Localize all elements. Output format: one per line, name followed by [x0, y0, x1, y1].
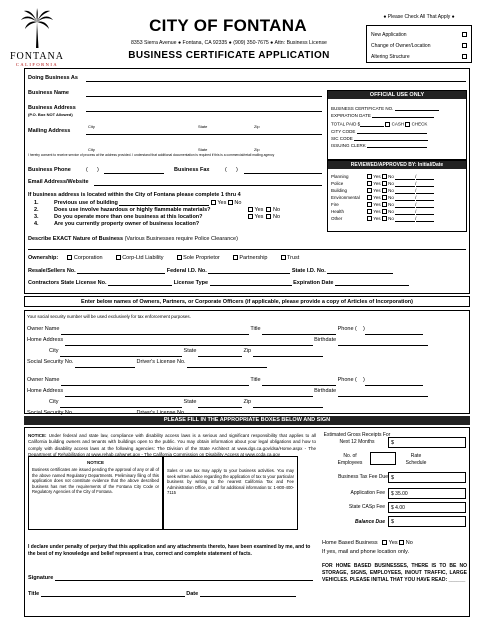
balance-due-label: Balance Due [354, 519, 385, 525]
cert-no-label: BUSINESS CERTIFICATE NO. [331, 106, 394, 111]
tax-fee-due-label: Business Tax Fee Due [338, 474, 388, 480]
expiration-row [331, 112, 463, 118]
home-address-label: Home Address [27, 337, 64, 343]
email-field[interactable] [94, 185, 322, 186]
initial-field[interactable] [395, 216, 415, 222]
option-change-owner[interactable] [371, 40, 467, 51]
owner-zip-label: Zip [243, 348, 252, 354]
yes-checkbox[interactable] [367, 188, 372, 193]
no-label: No [388, 188, 394, 193]
dept-row: Planning Yes No / [331, 173, 463, 180]
ownership-partnership[interactable] [233, 255, 268, 261]
signature-field[interactable] [55, 575, 313, 581]
initial-field[interactable] [395, 195, 415, 201]
no-checkbox[interactable] [382, 195, 387, 200]
dept-row: Other Yes No / [331, 215, 463, 222]
resale-row [28, 268, 393, 274]
yes-label: Yes [373, 181, 381, 186]
doing-business-as-field[interactable] [86, 81, 466, 82]
question-number: 1. [34, 200, 39, 206]
business-phone-field[interactable] [104, 173, 164, 174]
dept-label: Health [331, 209, 345, 214]
casp-fee-field [388, 502, 466, 513]
question-text: Are you currently property owner of business location? [54, 221, 200, 227]
po-note: (P.O. Box NOT Allowed) [28, 112, 73, 117]
business-name-label: Business Name [28, 90, 69, 96]
city-code-row [331, 128, 463, 134]
no-label: No [388, 216, 394, 221]
dollar-sign: $ [391, 475, 395, 481]
date-field[interactable] [416, 216, 434, 222]
describe-field[interactable] [28, 249, 466, 250]
dept-row: Environmental Yes No / [331, 194, 463, 201]
initial-field[interactable] [395, 202, 415, 208]
option-label: Partnership [239, 255, 268, 261]
title-field[interactable] [41, 591, 185, 597]
drivers-license-label: Driver's License No. [136, 410, 186, 416]
state-id-label: State I.D. No. [291, 268, 326, 274]
yes-label: Yes [373, 216, 381, 221]
cash-checkbox[interactable] [385, 122, 390, 127]
license-type-field[interactable] [210, 280, 292, 286]
ssn-note: Your social security number will be used exclusively for tax enforcement purposes. [27, 314, 191, 319]
ownership-trust[interactable] [281, 255, 300, 261]
checkbox[interactable] [462, 54, 467, 59]
owner-name-row: Owner Name Title Phone ( ) [27, 324, 467, 335]
sic-code-row [331, 135, 463, 141]
question-4 [34, 221, 324, 227]
ssn-field[interactable] [75, 362, 135, 368]
owner-state-label: State [183, 348, 197, 354]
ssn-row [27, 357, 467, 368]
business-name-field[interactable] [86, 96, 322, 97]
describe-note: (Various Businesses require Police Clearance) [124, 236, 238, 242]
ownership-sole-proprietor[interactable] [177, 255, 220, 261]
no-checkbox[interactable] [382, 202, 387, 207]
yes-checkbox[interactable] [367, 202, 372, 207]
gross-receipts-field[interactable] [388, 437, 466, 448]
palm-tree-icon [20, 8, 54, 48]
doc-title: BUSINESS CERTIFICATE APPLICATION [128, 50, 330, 61]
describe-label: Describe EXACT Nature of Business [28, 236, 124, 242]
option-label: Trust [287, 255, 300, 261]
question-2 [34, 207, 324, 213]
owner-block [27, 375, 467, 419]
owner-name-label: Owner Name [27, 377, 60, 383]
yes-checkbox[interactable] [367, 195, 372, 200]
date-field[interactable] [200, 591, 296, 597]
mailing-address-label: Mailing Address [28, 128, 71, 134]
yes-label: Yes [373, 188, 381, 193]
question-text: Does use involve hazardous or highly flammable materials? [54, 207, 211, 213]
total-paid-label: TOTAL PAID $ [331, 121, 361, 127]
date-field[interactable] [416, 209, 434, 215]
checkbox[interactable] [281, 255, 286, 260]
question-number: 2. [34, 207, 39, 213]
dollar-sign: $ [391, 519, 395, 525]
question-3 [34, 214, 324, 220]
no-checkbox[interactable] [382, 209, 387, 214]
ssn-label: Social Security No. [27, 410, 74, 416]
resale-label: Resale/Sellers No. [28, 268, 76, 274]
state-id-field[interactable] [327, 268, 393, 274]
owner-phone-label: Phone ( [337, 377, 357, 383]
initial-field[interactable] [395, 174, 415, 180]
option-label: Corporation [73, 255, 103, 261]
initial-field[interactable] [395, 188, 415, 194]
question-text: Do you operate more than one business at this location? [54, 214, 203, 220]
owners-banner [24, 296, 470, 307]
dept-row: Fire Yes No / [331, 201, 463, 208]
questions-intro: If business address is located within the City of Fontana please complete 1 thru 4 [28, 192, 241, 198]
business-fax-field[interactable] [244, 173, 322, 174]
home-based-row [322, 540, 413, 546]
question-number: 3. [34, 214, 39, 220]
owner-title-label: Title [250, 377, 261, 383]
owner-title-label: Title [250, 326, 261, 332]
city-row [27, 346, 467, 357]
expiration-field[interactable] [335, 280, 409, 286]
disability-notice [28, 433, 316, 459]
doing-business-as-label: Doing Business As [28, 75, 78, 81]
describe-row [28, 236, 238, 242]
checkbox[interactable] [462, 32, 467, 37]
owner-phone-label: Phone ( [337, 326, 357, 332]
declaration: I declare under penalty of perjury that this application and any attachments thereto, have been examined by me, and to the best of my knowledge and belief represent a true, correct and complete statement of facts. [28, 544, 311, 557]
owner-zip-label: Zip [243, 399, 252, 405]
signature-label: Signature [28, 575, 54, 581]
reviewed-box [327, 160, 467, 232]
no-checkbox[interactable] [228, 200, 233, 205]
application-fee-amount: $ 35.00 [391, 491, 408, 497]
check-all-title: ● Please Check All That Apply ● [383, 14, 455, 20]
owner-city-label: City [49, 399, 59, 405]
city-logo [6, 8, 68, 66]
no-checkbox[interactable] [382, 188, 387, 193]
tax-fee-due-field[interactable] [388, 472, 466, 483]
dept-row: Police Yes No / [331, 180, 463, 187]
ownership-label: Ownership: [28, 255, 59, 261]
birthdate-label: Birthdate [314, 388, 337, 394]
yes-label: Yes [373, 174, 381, 179]
sign-banner [24, 416, 470, 425]
option-label: Altering Structure [371, 53, 410, 60]
initial-field[interactable] [395, 209, 415, 215]
drivers-license-field[interactable] [187, 362, 267, 368]
dept-label: Building [331, 188, 348, 193]
ownership-corp-ltd[interactable] [116, 255, 164, 261]
notice-label: NOTICE: [28, 433, 47, 438]
license-type-label: License Type [173, 280, 209, 286]
cert-no-row [331, 105, 463, 111]
drivers-license-label: Driver's License No. [136, 359, 186, 365]
ownership-corporation[interactable] [67, 255, 102, 261]
no-label: No [388, 174, 394, 179]
no-checkbox[interactable] [266, 207, 271, 212]
resale-field[interactable] [77, 268, 165, 274]
zip-sublabel: Zip [254, 147, 260, 152]
signature-row [28, 575, 313, 581]
phone-paren: ( ) [86, 167, 99, 173]
no-label: No [273, 207, 281, 213]
balance-due-field[interactable] [388, 516, 466, 527]
option-label: Change of Owner/Location [371, 42, 431, 49]
email-label: Email Address/Website [28, 179, 89, 185]
logo-name: FONTANA [10, 51, 64, 62]
yes-checkbox[interactable] [367, 174, 372, 179]
yes-checkbox[interactable] [367, 209, 372, 214]
sales-tax-text: Sales or use tax may apply to your business activities. You may seek written advice regarding the application of tax to your particular business by writing to the nearest California Tax and Fee Administration Office, or call for additional information to: 1-800-400-7115 [167, 468, 294, 496]
employees-field[interactable] [370, 452, 396, 465]
no-checkbox[interactable] [399, 540, 404, 545]
sic-code-label: SIC CODE [331, 136, 353, 141]
checkbox[interactable] [233, 255, 238, 260]
checkbox[interactable] [177, 255, 182, 260]
owner-block [27, 324, 467, 368]
business-address-field[interactable] [86, 111, 322, 112]
phone-only-note: If yes, mail and phone location only. [322, 549, 410, 555]
no-label: No [388, 209, 394, 214]
federal-id-label: Federal I.D. No. [166, 268, 207, 274]
no-checkbox[interactable] [266, 214, 271, 219]
title-date-row [28, 591, 296, 597]
home-based-label: Home Based Business [322, 540, 378, 546]
dept-label: Other [331, 216, 343, 221]
total-paid-row [331, 121, 463, 127]
dept-label: Police [331, 181, 344, 186]
sales-tax-box [163, 456, 298, 530]
owner-state-label: State [183, 399, 197, 405]
question-1 [34, 200, 324, 206]
question-text: Previous use of building [54, 200, 118, 206]
dept-label: Environmental [331, 195, 360, 200]
no-label: No [388, 195, 394, 200]
owners-banner-text: Enter below names of Owners, Partners, or Corporate Officers (if applicable, please provide a copy of Articles of Incorporation) [80, 299, 413, 305]
option-new-application[interactable] [371, 29, 467, 40]
city-title: CITY OF FONTANA [149, 16, 307, 35]
expiration-label: Expiration Date [293, 280, 334, 286]
option-label: Corp-Ltd Liability [122, 255, 164, 261]
owner-name-row: Owner Name Title Phone ( ) [27, 375, 467, 386]
no-checkbox[interactable] [382, 181, 387, 186]
checkbox[interactable] [67, 255, 72, 260]
no-checkbox[interactable] [382, 174, 387, 179]
home-based-notice: FOR HOME BASED BUSINESSES, THERE IS TO BE NO STORAGE, SIGNS, EMPLOYEES, IN/OUT TRAFFIC, LARGE VEHICLES. PLEASE INITIAL THAT YOU HAVE READ: ______ [322, 563, 467, 583]
yes-label: Yes [254, 207, 264, 213]
notice2-text: Business certificates are issued pending the approval of any or all of the above named Regulatory Departments. Preliminary filing of this application does not constitute evidence that the above described business has met the requirements of the Fontana City Code or Regulatory Agencies of the City of Fontana. [32, 467, 159, 495]
date-field[interactable] [416, 188, 434, 194]
state-sublabel: State [198, 147, 208, 152]
issuing-clerk-label: ISSUING CLERK [331, 143, 366, 148]
yes-checkbox[interactable] [211, 200, 216, 205]
date-label: Date [186, 591, 199, 597]
dept-row: Building Yes No / [331, 187, 463, 194]
city-code-label: CITY CODE [331, 129, 356, 134]
contractor-label: Contractors State License No. [28, 280, 107, 286]
dept-label: Fire [331, 202, 339, 207]
checkbox[interactable] [462, 43, 467, 48]
state-sublabel: State [198, 124, 208, 129]
city-sublabel: City [88, 147, 95, 152]
sign-banner-text: PLEASE FILL IN THE APPROPRIATE BOXES BELOW AND SIGN [163, 417, 331, 423]
ownership-row [28, 255, 299, 261]
zip-sublabel: Zip [254, 124, 260, 129]
no-checkbox[interactable] [382, 216, 387, 221]
yes-label: Yes [373, 202, 381, 207]
business-fax-label: Business Fax [174, 167, 210, 173]
city-row [27, 397, 467, 408]
option-label: New Application [371, 31, 407, 38]
yes-checkbox[interactable] [367, 181, 372, 186]
option-altering-structure[interactable] [371, 51, 467, 62]
no-label: No [388, 181, 394, 186]
employees-label: No. of Employees [337, 453, 363, 466]
ssn-label: Social Security No. [27, 359, 74, 365]
logo-subtitle: CALIFORNIA [15, 62, 59, 67]
yes-checkbox[interactable] [367, 216, 372, 221]
rate-schedule-label: Rate Schedule [405, 453, 427, 466]
owner-city-label: City [49, 348, 59, 354]
yes-label: Yes [373, 209, 381, 214]
fax-paren: ( ) [225, 167, 238, 173]
check-all-panel [366, 25, 472, 63]
casp-fee-amount: $ 4.00 [391, 505, 405, 511]
birthdate-field[interactable] [338, 391, 428, 397]
application-fee-label: Application Fee [350, 490, 385, 496]
date-field[interactable] [416, 174, 434, 180]
title-label: Title [28, 591, 40, 597]
check-checkbox[interactable] [405, 122, 410, 127]
application-fee-field [388, 488, 466, 499]
birthdate-label: Birthdate [314, 337, 337, 343]
reviewed-title: REVIEWED/APPROVED BY: Initial/Date [328, 161, 466, 169]
yes-label: Yes [254, 214, 264, 220]
birthdate-field[interactable] [338, 340, 428, 346]
cash-label: CASH [391, 121, 405, 127]
expiration-label: EXPIRATION DATE [331, 113, 371, 118]
initial-field[interactable] [395, 181, 415, 187]
contractor-row [28, 280, 409, 286]
business-phone-label: Business Phone [28, 167, 71, 173]
date-field[interactable] [416, 195, 434, 201]
no-label: No [234, 200, 242, 206]
notice-text: Under federal and state law, compliance with disability access laws is a serious and significant responsibility that applies to all California building owners and tenants with buildings open to the public. You may obtain information about your legal obligations and how to comply with disability access laws at the following agencies: The Division of the State Architect at www.dgs.ca.gov/dsa/Home.aspx - The Department of Rehabilitation at www.rehab.cahwnet.gov - The California Commission on Disability Access at www.ccda.ca.gov [28, 433, 316, 458]
business-address-label: Business Address [28, 105, 76, 111]
check-label: CHECK [411, 121, 428, 127]
address-line: 8353 Sierra Avenue ● Fontana, CA 92335 ● (909) 350-7675 ● Attn: Business License [131, 40, 327, 46]
yes-checkbox[interactable] [248, 207, 253, 212]
yes-checkbox[interactable] [382, 540, 387, 545]
home-address-label: Home Address [27, 388, 64, 394]
casp-fee-label: State CASp Fee [348, 504, 385, 510]
option-label: Sole Proprietor [183, 255, 220, 261]
yes-label: Yes [373, 195, 381, 200]
checkbox[interactable] [116, 255, 121, 260]
no-label: No [405, 540, 413, 546]
regulatory-notice-box [28, 456, 163, 530]
gross-receipts-label: Estimated Gross Receipts For Next 12 Months [323, 432, 391, 445]
official-use-box [327, 90, 467, 160]
official-use-title: OFFICIAL USE ONLY [328, 91, 466, 99]
mailing-address-field[interactable] [86, 134, 322, 135]
issuing-clerk-row [331, 142, 463, 148]
consent-note: I hereby consent to receive service of process at the address provided. I understand that additional documentation is required if this is a commercial/retail mailing agency [28, 153, 275, 157]
home-address-row [27, 386, 467, 397]
dept-label: Planning [331, 174, 349, 179]
date-field[interactable] [416, 181, 434, 187]
owner-name-label: Owner Name [27, 326, 60, 332]
yes-label: Yes [388, 540, 398, 546]
contractor-field[interactable] [108, 280, 172, 286]
city-sublabel: City [88, 124, 95, 129]
home-address-row [27, 335, 467, 346]
federal-id-field[interactable] [208, 268, 290, 274]
dept-row: Health Yes No / [331, 208, 463, 215]
date-field[interactable] [416, 202, 434, 208]
yes-checkbox[interactable] [248, 214, 253, 219]
dollar-sign: $ [391, 440, 395, 446]
yes-label: Yes [217, 200, 227, 206]
question-number: 4. [34, 221, 39, 227]
no-label: No [273, 214, 281, 220]
no-label: No [388, 202, 394, 207]
notice2-title: NOTICE [86, 460, 104, 465]
